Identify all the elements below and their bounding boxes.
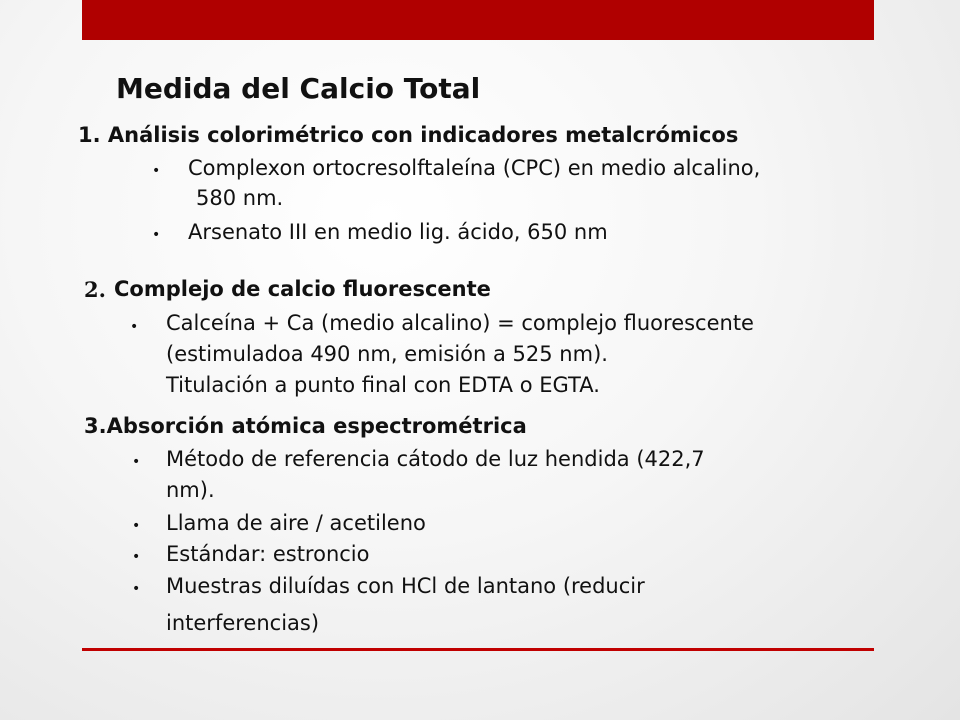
section2-item-1-line2: (estimuladoa 490 nm, emisión a 525 nm).: [166, 342, 608, 366]
section3-heading: 3.Absorción atómica espectrométrica: [84, 414, 527, 438]
bottom-accent-rule: [82, 648, 874, 651]
section1-bullet-2: •: [152, 227, 161, 243]
section3-item-1-line1: Método de referencia cátodo de luz hendida (422,7: [166, 447, 705, 471]
top-accent-bar: [82, 0, 874, 40]
section2-item-1-line3: Titulación a punto final con EDTA o EGTA.: [166, 373, 600, 397]
section2-item-1-line1: Calceína + Ca (medio alcalino) = complejo fluorescente: [166, 311, 754, 335]
section3-item-3-line1: Estándar: estroncio: [166, 542, 370, 566]
section2-bullet-1: •: [130, 319, 139, 335]
section1-heading: 1. Análisis colorimétrico con indicadores metalcrómicos: [78, 123, 739, 147]
section1-bullet-1: •: [152, 163, 161, 179]
section3-item-4-line1: Muestras diluídas con HCl de lantano (reducir: [166, 574, 645, 598]
section1-item-1-line1: Complexon ortocresolftaleína (CPC) en medio alcalino,: [188, 156, 761, 180]
section3-bullet-3: •: [132, 549, 141, 565]
section1-item-1-line2: 580 nm.: [196, 186, 284, 210]
section3-item-4-line2: interferencias): [166, 611, 320, 635]
section3-bullet-1: •: [132, 454, 141, 470]
section3-bullet-4: •: [132, 581, 141, 597]
section2-number: 2.: [84, 277, 106, 302]
section2-heading: Complejo de calcio fluorescente: [114, 277, 491, 301]
slide-title: Medida del Calcio Total: [116, 72, 481, 105]
section3-item-2-line1: Llama de aire / acetileno: [166, 511, 426, 535]
section3-item-1-line2: nm).: [166, 478, 215, 502]
section1-item-2-line1: Arsenato III en medio lig. ácido, 650 nm: [188, 220, 608, 244]
section3-bullet-2: •: [132, 518, 141, 534]
